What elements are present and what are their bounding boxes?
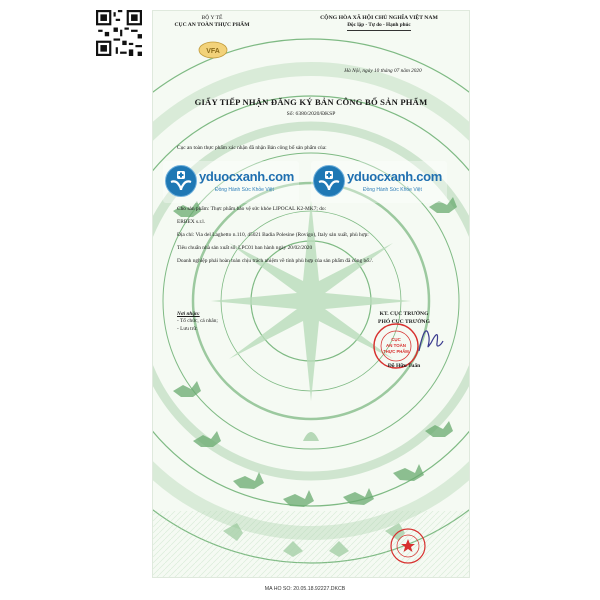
document-number: Số: 6380/2020/ĐKSP: [286, 111, 336, 117]
recipients-heading: Nơi nhận:: [177, 311, 200, 317]
stamp-text-bottom: THỰC PHẨM: [383, 349, 409, 354]
watermark-slogan: Đồng Hành Sức Khỏe Việt: [215, 187, 274, 193]
manufacturer-line: ERBEX s.r.l.: [177, 219, 206, 225]
medical-hands-icon: [165, 165, 197, 197]
watermark-name: yduocxanh.com: [199, 169, 295, 184]
signer-name: Đỗ Hữu Tuấn: [387, 363, 421, 369]
national-motto: Độc lập - Tự do - Hạnh phúc: [347, 22, 410, 31]
intro-text: Cục an toàn thực phẩm xác nhận đã nhận Bản công bố sản phẩm của:: [177, 145, 327, 151]
seal-stamp-icon: [389, 527, 427, 565]
vfa-emblem-text: VFA: [206, 48, 220, 55]
standard-line: Tiêu chuẩn nhà sản xuất số: LPC01 ban hành ngày 20/02/2020: [177, 245, 313, 251]
dossier-code: MA HO SO: 20.05.18.92227.DKCB: [264, 586, 346, 592]
recipients-block: [177, 311, 218, 333]
medical-hands-icon: [313, 165, 345, 197]
certificate-document: [152, 10, 470, 578]
vfa-emblem-icon: [197, 40, 229, 60]
stamp-text-mid: AN TOÀN: [386, 343, 406, 348]
national-header: [291, 15, 467, 31]
handwritten-signature: [415, 321, 445, 357]
document-title: GIẤY TIẾP NHẬN ĐĂNG KÝ BẢN CÔNG BỐ SẢN PHẨM: [194, 97, 428, 107]
signature-line-1: KT. CỤC TRƯỞNG: [379, 311, 429, 317]
qr-code-icon: [96, 10, 142, 56]
recipient-item: - Tổ chức, cá nhân;: [177, 318, 218, 325]
product-line: Cho sản phẩm: Thực phẩm bảo vệ sức khỏe LIPOCAL K2-MK7; do:: [177, 206, 327, 212]
address-line: Địa chỉ: Via del Laghetto n.110, 45021 Badia Polesine (Rovigo), Italy sản xuất, phù hợp:: [177, 232, 369, 238]
watermark-logo: [311, 161, 447, 203]
responsibility-line: Doanh nghiệp phải hoàn toàn chịu trách nhiệm về tính phù hợp của sản phẩm đã công bố./.: [177, 258, 374, 264]
signature-line-2: PHÓ CỤC TRƯỞNG: [378, 318, 430, 325]
national-name: CỘNG HÒA XÃ HỘI CHỦ NGHĨA VIỆT NAM: [320, 15, 438, 21]
recipient-item: - Lưu trữ.: [177, 325, 198, 332]
watermark-name: yduocxanh.com: [347, 169, 443, 184]
agency-name: CỤC AN TOÀN THỰC PHẨM: [174, 22, 250, 28]
watermark-slogan: Đồng Hành Sức Khỏe Việt: [363, 187, 422, 193]
stamp-text-top: CỤC: [391, 337, 401, 342]
ministry-header: [157, 15, 267, 29]
ministry-name: BỘ Y TẾ: [201, 15, 223, 21]
issue-date: Hà Nội, ngày 10 tháng 07 năm 2020: [344, 68, 422, 74]
watermark-logo: [163, 161, 299, 203]
